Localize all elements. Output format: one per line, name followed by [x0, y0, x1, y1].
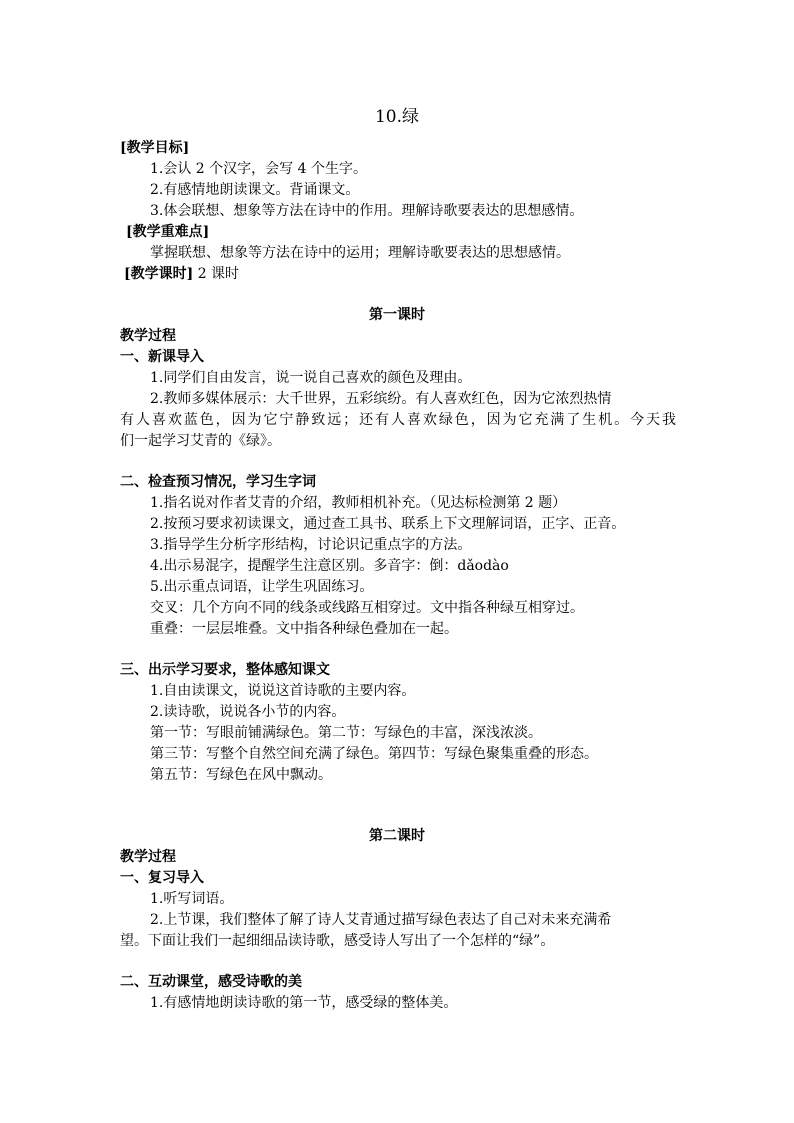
lesson1-process-heading: 教学过程 [120, 328, 176, 344]
lesson1-section1-line: 2.教师多媒体展示：大千世界，五彩缤纷。有人喜欢红色，因为它浓烈热情 [150, 391, 612, 407]
class-hours-line [124, 264, 239, 284]
lesson1-section2-line: 1.指名说对作者艾青的介绍，教师相机补充。（见达标检测第 2 题） [150, 495, 567, 511]
goal-item: 2.有感情地朗读课文。背诵课文。 [150, 182, 360, 198]
goal-item: 1.会认 2 个汉字，会写 4 个生字。 [150, 161, 367, 177]
lesson1-section2-line: 重叠：一层层堆叠。文中指各种绿色叠加在一起。 [150, 621, 458, 637]
lesson1-section2-line: 4.出示易混字，提醒学生注意区别。多音字：倒：dǎodào [150, 558, 509, 574]
lesson2-section2-line: 1.有感情地朗读诗歌的第一节，感受绿的整体美。 [150, 995, 458, 1011]
lesson1-section3-line: 2.读诗歌，说说各小节的内容。 [150, 704, 346, 720]
lesson1-section3-line: 第五节：写绿色在风中飘动。 [150, 767, 332, 783]
lesson2-section2-heading: 二、互动课堂，感受诗歌的美 [120, 974, 302, 990]
lesson1-section2-line: 3.指导学生分析字形结构，讨论识记重点字的方法。 [150, 537, 472, 553]
lesson1-section2-line: 交叉：几个方向不同的线条或线路互相穿过。文中指各种绿互相穿过。 [150, 600, 584, 616]
lesson2-heading: 第二课时 [369, 828, 425, 844]
lesson1-section2-heading: 二、检查预习情况，学习生字词 [120, 474, 316, 490]
lesson1-section3-line: 第一节：写眼前铺满绿色。第二节：写绿色的丰富，深浅浓淡。 [150, 725, 542, 741]
lesson1-section1-line: 们一起学习艾青的《绿》。 [120, 433, 281, 449]
key-points-heading: [教学重难点] [126, 224, 210, 240]
lesson2-section1-line: 2.上节课，我们整体了解了诗人艾青通过描写绿色表达了自己对未来充满希 [150, 912, 612, 928]
lesson1-section3-line: 1.自由读课文，说说这首诗歌的主要内容。 [150, 683, 416, 699]
lesson1-section1-line: 有人喜欢蓝色，因为它宁静致远；还有人喜欢绿色，因为它充满了生机。今天我 [120, 412, 676, 428]
lesson1-heading: 第一课时 [369, 307, 425, 323]
lesson1-section3-heading: 三、出示学习要求，整体感知课文 [120, 662, 330, 678]
lesson1-section2-line: 2.按预习要求初读课文，通过查工具书、联系上下文理解词语，正字、正音。 [150, 516, 626, 532]
key-points-text: 掌握联想、想象等方法在诗中的运用；理解诗歌要表达的思想感情。 [150, 245, 570, 261]
goals-heading: [教学目标] [120, 140, 190, 156]
class-hours-value: 2 课时 [197, 266, 240, 282]
lesson1-section2-line: 5.出示重点词语，让学生巩固练习。 [150, 579, 374, 595]
lesson2-section1-heading: 一、复习导入 [120, 870, 204, 886]
lesson2-process-heading: 教学过程 [120, 849, 176, 865]
document-title: 10.绿 [374, 107, 420, 127]
lesson1-section1-heading: 一、新课导入 [120, 349, 204, 365]
lesson2-section1-line: 望。下面让我们一起细细品读诗歌，感受诗人写出了一个怎样的“绿”。 [120, 933, 555, 949]
lesson1-section3-line: 第三节：写整个自然空间充满了绿色。第四节：写绿色聚集重叠的形态。 [150, 746, 598, 762]
lesson1-section1-line: 1.同学们自由发言，说一说自己喜欢的颜色及理由。 [150, 370, 472, 386]
class-hours-heading: [教学课时] [124, 266, 194, 282]
goal-item: 3.体会联想、想象等方法在诗中的作用。理解诗歌要表达的思想感情。 [150, 203, 584, 219]
lesson2-section1-line: 1.听写词语。 [150, 891, 234, 907]
